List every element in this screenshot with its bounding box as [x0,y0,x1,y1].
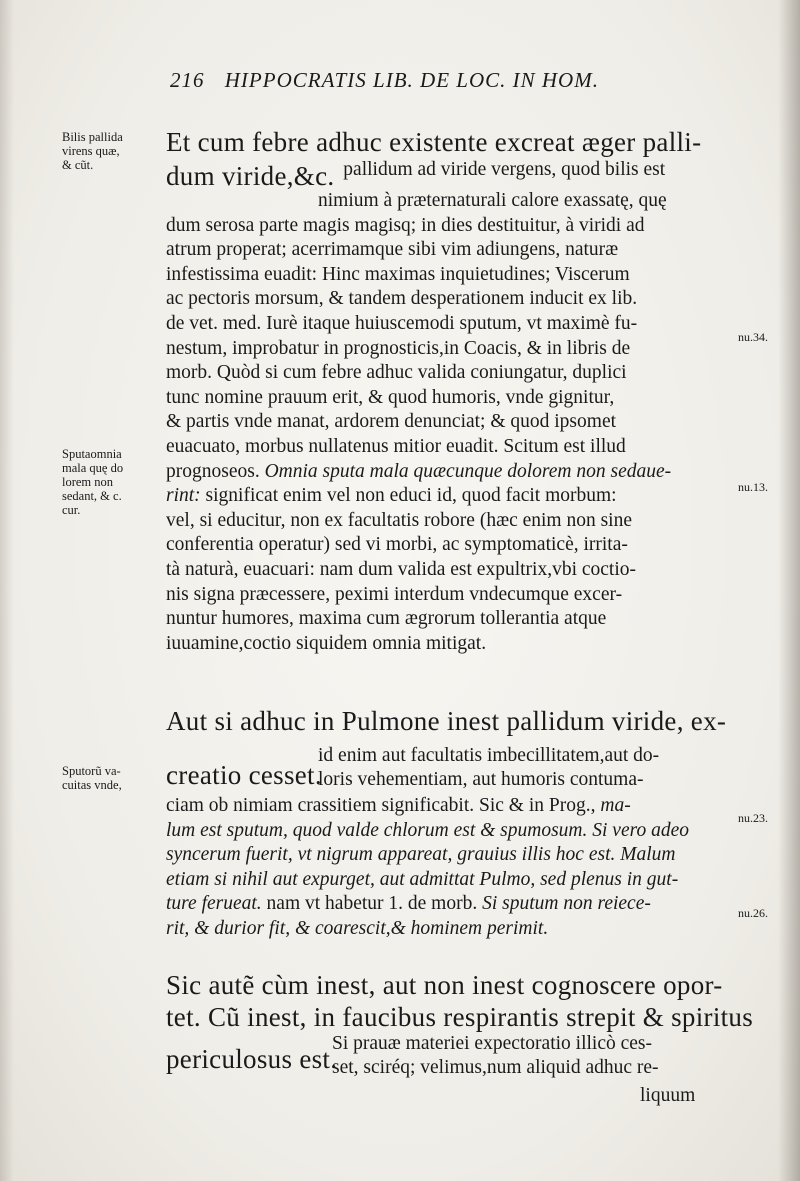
text-line [166,794,746,819]
section-3 [166,968,754,1082]
text-line: nestum, improbatur in prognosticis,in Coacis, & in libris de [166,337,631,359]
text-line: atrum properat; acerrimamque sibi vim adiungens, naturæ [166,239,619,261]
quote-line: rit, & durior fit, & coarescit,& hominem perimit. [166,917,549,939]
text-line: nuntur humores, maxima cum ægrorum tollerantia atque [166,608,607,630]
margin-note-sputa [62,447,162,517]
margin-note-line: Sputaomnia [62,447,122,461]
section-2 [166,704,746,942]
quote-run: Omnia sputa mala quæcunque dolorem non sedaue- [264,460,672,482]
text-line: id enim aut facultatis imbecillitatem,aut do- [318,745,660,766]
running-head [170,68,670,93]
quote-line: lum est sputum, quod valde chlorum est & spumosum. Si vero adeo [166,819,690,841]
text-line: pallidum ad viride vergens, quod bilis est [343,159,666,180]
margin-note-line: Sputorũ va- [62,764,121,778]
running-title: HIPPOCRATIS LIB. DE LOC. IN HOM. [224,68,599,92]
lemma-text: dum viride,&c. [166,161,335,191]
text-line: de vet. med. Iurè itaque huiuscemodi sputum, vt maximè fu- [166,312,638,334]
margin-note-line: mala quę do [62,461,124,475]
text-run: significat enim vel non educi id, quod facit morbum: [205,485,617,507]
quote-run: ture ferueat. [166,893,262,915]
margin-ref: nu.34. [738,330,768,344]
section-1 [166,125,746,656]
lemma-line-3 [166,1032,746,1082]
margin-note-sputorum [62,764,162,792]
lemma-line: Et cum febre adhuc existente excreat æger palli- [166,127,702,157]
lemma-text: periculosus est. [166,1044,338,1074]
text-line: conferentia operatur) sed vi morbi, ac symptomaticè, irrita- [166,534,628,556]
lemma-line-2 [166,159,746,189]
lemma-text: creatio cesset. [166,760,322,790]
text-line: nimium à præternaturali calore exassatę, quę [318,190,667,211]
text-line: dum serosa parte magis magisq; in dies destituitur, à viridi ad [166,214,645,236]
lemma-line: Sic autẽ cùm inest, aut non inest cognoscere opor- [166,970,723,1000]
quote-run: Si sputum non reiece- [482,893,651,915]
margin-ref: nu.26. [738,906,768,920]
text-run: ciam ob nimiam crassitiem significabit. Sic & in Prog., [166,795,596,816]
page-edge-shadow [778,0,800,1181]
quote-line: etiam si nihil aut expurget, aut admittat Pulmo, sed plenus in gut- [166,868,679,890]
text-line: vel, si educitur, non ex facultatis robore (hæc enim non sine [166,509,633,531]
lemma-line-2 [166,744,746,794]
lemma-line: tet. Cũ inest, in faucibus respirantis strepit & spiritus [166,1002,754,1032]
text-line: iuuamine,coctio siquidem omnia mitigat. [166,632,487,654]
text-line: set, sciréq; velimus,num aliquid adhuc re- [332,1057,659,1078]
page-number: 216 [170,68,205,92]
lemma-line: Aut si adhuc in Pulmone inest pallidum viride, ex- [166,706,727,736]
text-line: & partis vnde manat, ardorem denunciat; & quod ipsomet [166,411,617,433]
gutter-shadow [0,0,14,1181]
text-line [166,892,746,917]
margin-note-line: virens quæ, [62,144,120,158]
quote-run: rint: [166,485,201,507]
margin-note-line: & cũt. [62,158,94,172]
text-line: morb. Quòd si cum febre adhuc valida coniungatur, duplici [166,362,627,384]
text-line: euacuato, morbus nullatenus mitior euadit. Scitum est illud [166,435,626,457]
margin-note-bilis [62,130,162,172]
margin-note-line: Bilis pallida [62,130,123,144]
margin-note-line: cur. [62,503,81,517]
text-line: tunc nomine prauum erit, & quod humoris, vnde gignitur, [166,386,615,408]
margin-note-line: sedant, & c. [62,489,122,503]
text-line: loris vehementiam, aut humoris contuma- [318,769,644,790]
text-line [166,484,746,509]
text-line: nis signa præcessere, peximi interdum vndecumque excer- [166,583,623,605]
margin-ref: nu.13. [738,480,768,494]
text-line: ac pectoris morsum, & tandem desperationem inducit ex lib. [166,288,638,310]
text-line: tà naturà, euacuari: nam dum valida est expultrix,vbi coctio- [166,558,636,580]
text-line: Si prauæ materiei expectoratio illicò ces- [332,1033,653,1054]
text-line [166,460,746,485]
text-run: prognoseos. [166,460,260,482]
quote-run: ma- [600,795,631,816]
margin-note-line: cuitas vnde, [62,778,122,792]
margin-note-line: lorem non [62,475,114,489]
catchword: liquum [640,1085,696,1106]
quote-line: syncerum fuerit, vt nigrum appareat, grauius illis hoc est. Malum [166,844,676,866]
text-run: nam vt habetur 1. de morb. [266,893,478,915]
margin-ref: nu.23. [738,811,768,825]
text-line: infestissima euadit: Hinc maximas inquietudines; Viscerum [166,263,630,285]
